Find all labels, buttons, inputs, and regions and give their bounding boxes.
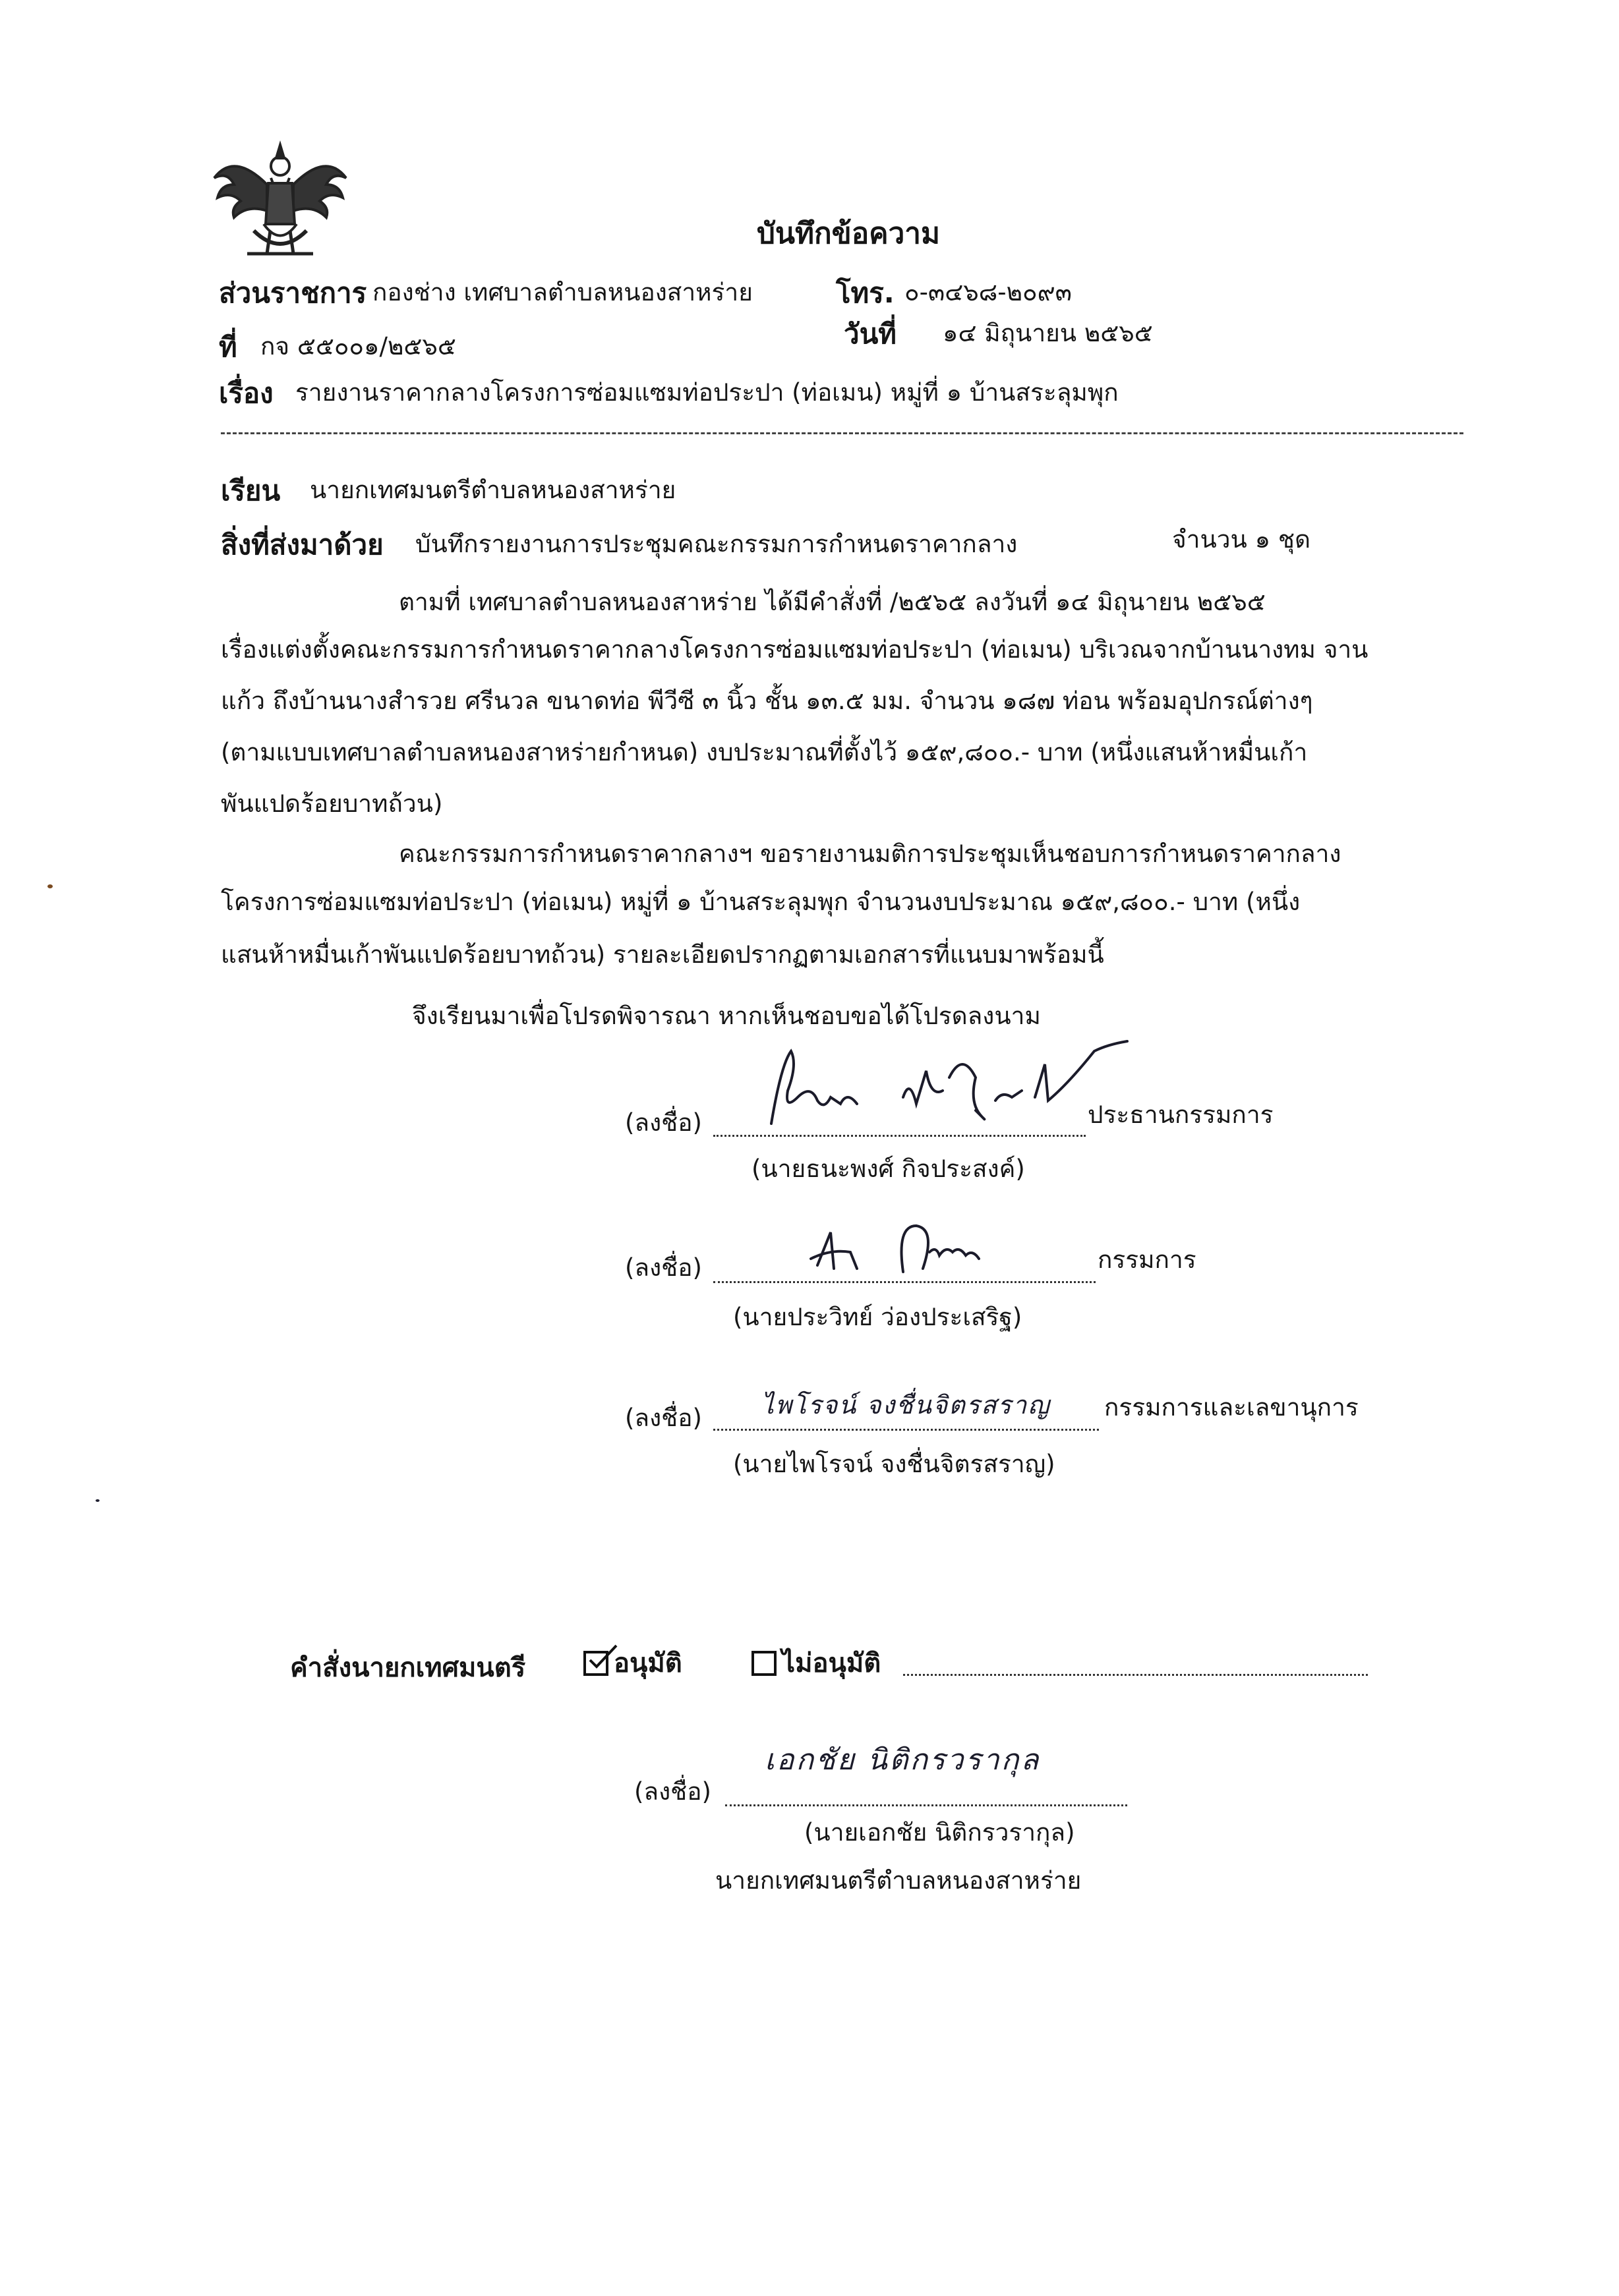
- memo-title: บันทึกข้อความ: [757, 217, 941, 250]
- approve-checkbox[interactable]: [583, 1651, 608, 1676]
- closing-line: จึงเรียนมาเพื่อโปรดพิจารณา หากเห็นชอบขอได้โปรดลงนาม: [412, 1002, 1041, 1030]
- sign2-name: (นายประวิทย์ ว่องประเสริฐ): [733, 1303, 1022, 1331]
- attach-qty: จำนวน ๑ ชุด: [1172, 525, 1310, 554]
- tel-value: ๐-๓๔๖๘-๒๐๙๓: [904, 278, 1072, 306]
- subject-label: เรื่อง: [219, 377, 274, 409]
- reject-label: ไม่อนุมัติ: [782, 1648, 881, 1679]
- para1-line1: ตามที่ เทศบาลตำบลหนองสาหร่าย ได้มีคำสั่งที่ /๒๕๖๕ ลงวันที่ ๑๔ มิถุนายน ๒๕๖๕: [399, 588, 1266, 616]
- para2-line2: โครงการซ่อมแซมท่อประปา (ท่อเมน) หมู่ที่ ๑ บ้านสระลุมพุก จำนวนงบประมาณ ๑๕๙,๘๐๐.- บาท (หนึ่ง: [221, 888, 1301, 916]
- signature-1: [751, 1038, 1134, 1137]
- order-label: คำสั่งนายกเทศมนตรี: [290, 1653, 526, 1683]
- dept-label: ส่วนราชการ: [219, 277, 367, 309]
- sign1-role: ประธานกรรมการ: [1088, 1101, 1274, 1129]
- ink-speck: [96, 1499, 100, 1502]
- para1-line3: แก้ว ถึงบ้านนางสำรวย ศรีนวล ขนาดท่อ พีวีซี ๓ นิ้ว ชั้น ๑๓.๕ มม. จำนวน ๑๘๗ ท่อน พร้อมอุปกรณ์ต่างๆ: [221, 687, 1313, 715]
- sign2-role: กรรมการ: [1098, 1246, 1196, 1274]
- sign3-role: กรรมการและเลขานุการ: [1104, 1393, 1359, 1421]
- mayor-sign-line: [725, 1804, 1127, 1806]
- para2-line1: คณะกรรมการกำหนดราคากลางฯ ขอรายงานมติการประชุมเห็นชอบการกำหนดราคากลาง: [399, 840, 1341, 868]
- to-label: เรียน: [221, 474, 281, 507]
- mayor-sign-label: (ลงชื่อ): [634, 1777, 711, 1806]
- mayor-handwriting: เอกชัย นิติกรวรากุล: [765, 1743, 1041, 1777]
- ref-value: กจ ๕๕๐๐๑/๒๕๖๕: [260, 332, 456, 360]
- attach-value: บันทึกรายงานการประชุมคณะกรรมการกำหนดราคากลาง: [415, 530, 1018, 558]
- signature-2: [804, 1213, 1015, 1285]
- ref-label: ที่: [219, 331, 237, 363]
- approve-label: อนุมัติ: [614, 1648, 682, 1679]
- subject-value: รายงานราคากลางโครงการซ่อมแซมท่อประปา (ท่อเมน) หมู่ที่ ๑ บ้านสระลุมพุก: [295, 378, 1119, 407]
- para1-line2: เรื่องแต่งตั้งคณะกรรมการกำหนดราคากลางโครงการซ่อมแซมท่อประปา (ท่อเมน) บริเวณจากบ้านนางทม จาน: [221, 635, 1369, 664]
- para1-line4: (ตามแบบเทศบาลตำบลหนองสาหร่ายกำหนด) งบประมาณที่ตั้งไว้ ๑๕๙,๘๐๐.- บาท (หนึ่งแสนห้าหมื่นเก้า: [221, 738, 1308, 766]
- garuda-emblem: [208, 132, 353, 264]
- approve-option[interactable]: [583, 1646, 682, 1680]
- sign1-name: (นายธนะพงศ์ กิจประสงค์): [751, 1155, 1025, 1183]
- header-divider: [221, 432, 1463, 434]
- date-label: วันที่: [844, 318, 897, 350]
- para1-line5: พันแปดร้อยบาทถ้วน): [221, 789, 443, 818]
- para2-line3: แสนห้าหมื่นเก้าพันแปดร้อยบาทถ้วน) รายละเอียดปรากฏตามเอกสารที่แนบมาพร้อมนี้: [221, 940, 1104, 969]
- sign2-label: (ลงชื่อ): [625, 1253, 702, 1282]
- dept-value: กองช่าง เทศบาลตำบลหนองสาหร่าย: [372, 278, 753, 306]
- checkmark-icon: [587, 1643, 620, 1673]
- to-value: นายกเทศมนตรีตำบลหนองสาหร่าย: [310, 476, 676, 504]
- attach-label: สิ่งที่ส่งมาด้วย: [221, 529, 384, 561]
- sign1-label: (ลงชื่อ): [625, 1108, 702, 1137]
- sign3-name: (นายไพโรจน์ จงชื่นจิตรสราญ): [733, 1450, 1055, 1478]
- sign3-label: (ลงชื่อ): [625, 1404, 702, 1432]
- date-value: ๑๔ มิถุนายน ๒๕๖๕: [943, 319, 1153, 347]
- mayor-position: นายกเทศมนตรีตำบลหนองสาหร่าย: [715, 1866, 1082, 1895]
- tel-label: โทร.: [836, 277, 895, 309]
- reject-reason-line: [903, 1674, 1368, 1676]
- sign3-handwriting: ไพโรจน์ จงชื่นจิตรสราญ: [761, 1391, 1051, 1420]
- reject-checkbox[interactable]: [751, 1651, 777, 1676]
- sign3-dotted-line: [713, 1429, 1099, 1431]
- mayor-name: (นายเอกชัย นิติกรวรากุล): [804, 1818, 1075, 1847]
- ink-speck: [47, 884, 53, 888]
- reject-option[interactable]: [751, 1646, 881, 1680]
